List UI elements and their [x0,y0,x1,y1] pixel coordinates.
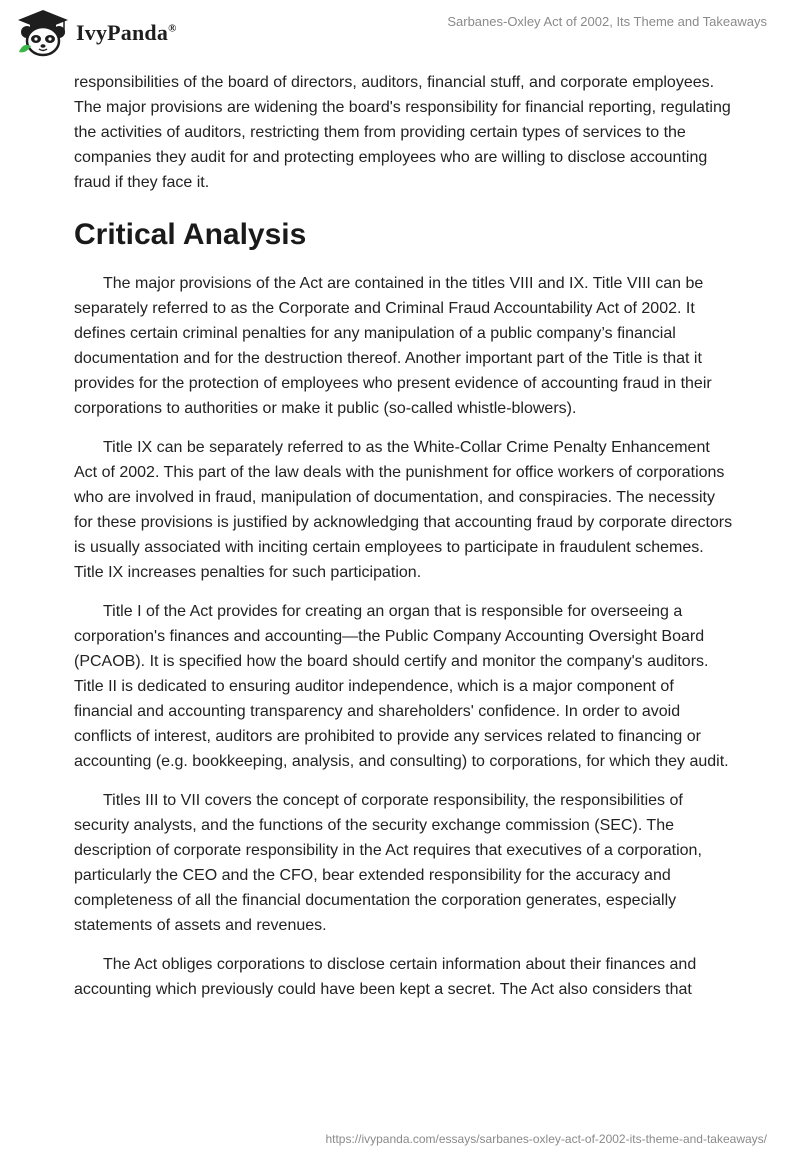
essay-body [74,70,734,1016]
paragraph: The Act obliges corporations to disclose certain information about their finances and accounting which previously could have been kept a secret. The Act also considers that [74,956,697,998]
ivypanda-logo[interactable] [16,8,177,58]
paragraph: Title IX can be separately referred to as the White-Collar Crime Penalty Enhancement Act of 2002. This part of the law deals with the punishment for office workers of corporations who are involved in fraud, manipulation of documentation, and conspiracies. The necessity for these provisions is justified by acknowledging that accounting fraud by corporate directors is usually associated with inciting certain employees to participate in fraudulent schemes. Title IX increases penalties for such participation. [74,439,733,581]
paragraph: The major provisions of the Act are contained in the titles VIII and IX. Title VIII can be separately referred to as the Corporate and Criminal Fraud Accountability Act of 2002. It defines certain criminal penalties for any manipulation of a public company’s financial documentation and for the destruction thereof. Another important part of the Title is that it provides for the protection of employees who present evidence of accounting fraud in their corporations to authorities or make it public (so-called whistle-blowers). [74,275,712,417]
paragraph: Titles III to VII covers the concept of corporate responsibility, the responsibilities of security analysts, and the functions of the security exchange commission (SEC). The description of corporate responsibility in the Act requires that executives of a corporation, particularly the CEO and the CFO, bear extended responsibility for the accuracy and completeness of all the financial documentation the corporation generates, especially statements of assets and revenues. [74,792,702,934]
footer-url[interactable]: https://ivypanda.com/essays/sarbanes-oxley-act-of-2002-its-theme-and-takeaways/ [325,1132,767,1146]
intro-paragraph: responsibilities of the board of directors, auditors, financial stuff, and corporate employees. The major provisions are widening the board's responsibility for financial reporting, regulating the activities of auditors, restricting them from providing certain types of services to the companies they audit for and protecting employees who are willing to disclose accounting fraud if they face it. [74,74,731,191]
document-title: Sarbanes-Oxley Act of 2002, Its Theme and Takeaways [447,14,767,29]
brand-name: IvyPanda® [76,20,177,45]
page-header [0,0,800,70]
panda-graduate-icon [16,8,70,58]
section-heading: Critical Analysis [74,218,307,251]
paragraph: Title I of the Act provides for creating an organ that is responsible for overseeing a corporation's finances and accounting—the Public Company Accounting Oversight Board (PCAOB). It is specified how the board should certify and monitor the company's auditors. Title II is dedicated to ensuring auditor independence, which is a major component of financial and accounting transparency and shareholders' confidence. In order to avoid conflicts of interest, auditors are prohibited to provide any services related to financing or accounting (e.g. bookkeeping, analysis, and consulting) to corporations, for which they audit. [74,603,729,770]
